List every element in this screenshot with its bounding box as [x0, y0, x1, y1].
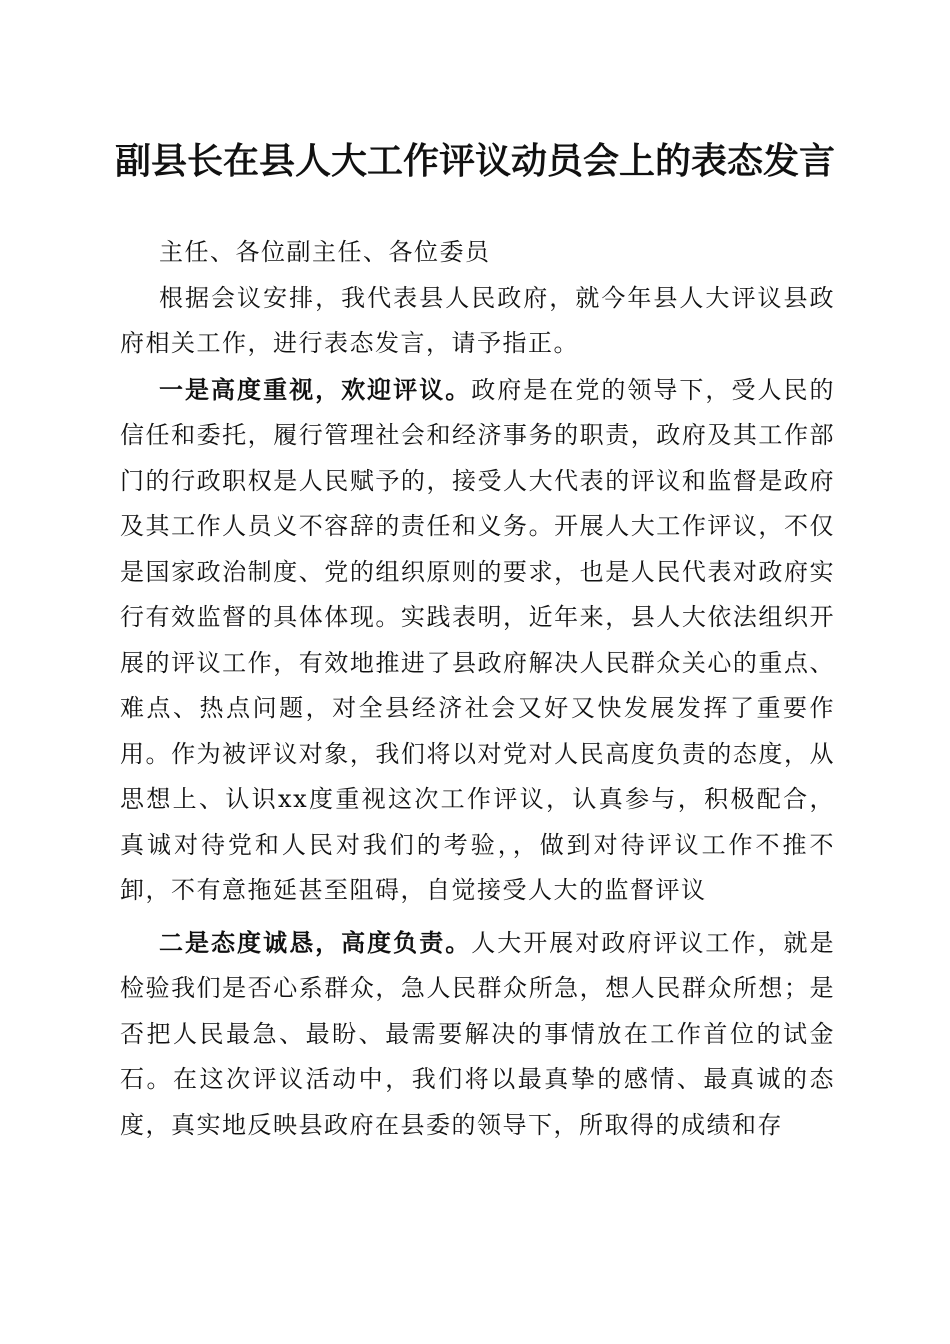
document-body	[120, 230, 835, 1148]
section-text-2: 人大开展对政府评议工作，就是检验我们是否心系群众，急人民群众所急，想人民群众所想；是否把人民最急、最盼、最需要解决的事情放在工作首位的试金石。在这次评议活动中，我们将以最真挚的感情、最真诚的态度，真实地反映县政府在县委的领导下，所取得的成绩和存	[120, 928, 836, 1139]
section-paragraph-1	[120, 367, 835, 914]
document-title: 副县长在县人大工作评议动员会上的表态发言	[114, 140, 835, 182]
intro-paragraph: 根据会议安排，我代表县人民政府，就今年县人大评议县政府相关工作，进行表态发言，请予指正。	[120, 283, 835, 357]
section-paragraph-2	[120, 920, 835, 1149]
section-text-1: 政府是在党的领导下，受人民的信任和委托，履行管理社会和经济事务的职责，政府及其工作部门的行政职权是人民赋予的，接受人大代表的评议和监督是政府及其工作人员义不容辞的责任和义务。开展人大工作评议，不仅是国家政治制度、党的组织原则的要求，也是人民代表对政府实行有效监督的具体体现。实践表明，近年来，县人大依法组织开展的评议工作，有效地推进了县政府解决人民群众关心的重点、难点、热点问题，对全县经济社会又好又快发展发挥了重要作用。作为被评议对象，我们将以对党对人民高度负责的态度，从思想上、认识xx度重视这次工作评议，认真参与，积极配合，真诚对待党和人民对我们的考验，，做到对待评议工作不推不卸，不有意拖延甚至阻碍，自觉接受人大的监督评议	[120, 375, 836, 904]
salutation: 主任、各位副主任、各位委员	[159, 238, 491, 266]
section-lead-2: 二是态度诚恳，高度负责。	[159, 927, 472, 957]
section-lead-1: 一是高度重视，欢迎评议。	[159, 374, 472, 404]
